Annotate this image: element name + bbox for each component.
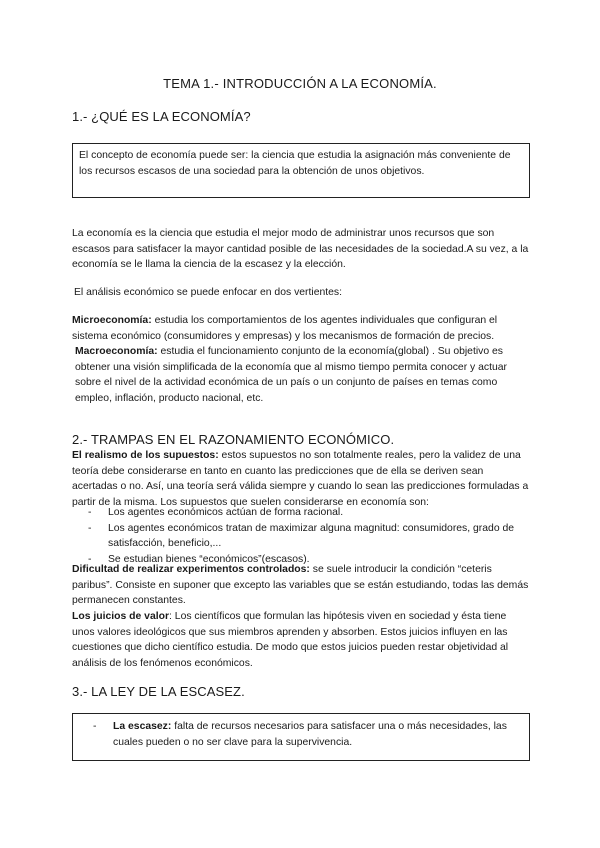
micro-macro-block <box>72 313 530 406</box>
escasez-item <box>93 719 521 750</box>
dash-bullet: - <box>93 721 97 732</box>
section2-heading: 2.- TRAMPAS EN EL RAZONAMIENTO ECONÓMICO. <box>72 432 395 447</box>
list-item-text: Los agentes económicos actúan de forma racional. <box>108 507 344 518</box>
dash-bullet: - <box>88 553 92 565</box>
dash-bullet: - <box>88 522 92 534</box>
escasez-box <box>72 713 530 761</box>
section3-heading: 3.- LA LEY DE LA ESCASEZ. <box>72 684 245 699</box>
juicios-text: : Los científicos que formulan las hipótesis viven en sociedad y ésta tiene unos valores ideológicos que sus miembros aprenden y absorben. Estos juicios influyen en las cuestiones que dicho científico estudia. De modo que estos juicios pueden restar objetividad al análisis de los fenómenos económicos. <box>72 611 509 669</box>
economy-paragraph: La economía es la ciencia que estudia el mejor modo de administrar unos recursos que son escasos para satisfacer la mayor cantidad posible de las necesidades de la sociedad.A su vez, a la economía se le llama la ciencia de la escasez y la elección. <box>72 228 529 270</box>
section1-heading: 1.- ¿QUÉ ES LA ECONOMÍA? <box>72 109 251 124</box>
dificultad-text: se suele introducir la condición “ceteris paribus”. Consiste en suponer que excepto las variables que se están estudiando, todas las demás permanecen constantes. <box>72 564 529 606</box>
dificultad-paragraph <box>72 562 530 609</box>
supuestos-list <box>88 505 528 567</box>
document-title: TEMA 1.- INTRODUCCIÓN A LA ECONOMÍA. <box>163 76 437 91</box>
realismo-label: El realismo de los supuestos: <box>72 450 219 461</box>
microeconomia-text: estudia los comportamientos de los agentes individuales que configuran el sistema económico (consumidores y empresas) y los mecanismos de formación de precios. <box>72 315 498 342</box>
definition-text: El concepto de economía puede ser: la ciencia que estudia la asignación más conveniente de los recursos escasos de una sociedad para la obtención de unos objetivos. <box>79 150 511 177</box>
definition-box <box>72 143 530 198</box>
macroeconomia-text: estudia el funcionamiento conjunto de la economía(global) . Su objetivo es obtener una visión simplificada de la economía que al mismo tiempo permita conocer y actuar sobre el nivel de la actividad económica de un país o un conjunto de países en temas como empleo, inflación, producto nacional, etc. <box>75 346 508 404</box>
dash-bullet: - <box>88 507 92 518</box>
list-item <box>88 505 528 521</box>
list-item-text: Los agentes económicos tratan de maximizar alguna magnitud: consumidores, grado de satisfacción, beneficio,... <box>108 522 515 549</box>
microeconomia-label: Microeconomía: <box>72 315 152 326</box>
escasez-label: La escasez: <box>113 721 172 732</box>
realismo-text: estos supuestos no son totalmente reales, pero la validez de una teoría debe considerarse en tanto en cuanto las predicciones que de ella se deriven sean acertadas o no. Así, una teoría será válida siempre y cuando lo sean las predicciones formuladas a partir de la misma. Los supuestos que suelen considerarse en economía son: <box>72 450 529 508</box>
list-item-text: Se estudian bienes “económicos”(escasos). <box>108 553 310 565</box>
macroeconomia-label: Macroeconomía: <box>75 346 158 357</box>
analysis-intro: El análisis económico se puede enfocar en dos vertientes: <box>74 287 343 298</box>
escasez-text: falta de recursos necesarios para satisfacer una o más necesidades, las cuales pueden o no ser clave para la supervivencia. <box>113 721 507 748</box>
juicios-paragraph <box>72 609 530 671</box>
dificultad-label: Dificultad de realizar experimentos controlados: <box>72 564 310 575</box>
realismo-paragraph <box>72 448 530 510</box>
list-item <box>88 521 528 552</box>
juicios-label: Los juicios de valor <box>72 611 170 622</box>
macroeconomia-paragraph <box>72 344 530 406</box>
microeconomia-paragraph <box>72 313 530 344</box>
